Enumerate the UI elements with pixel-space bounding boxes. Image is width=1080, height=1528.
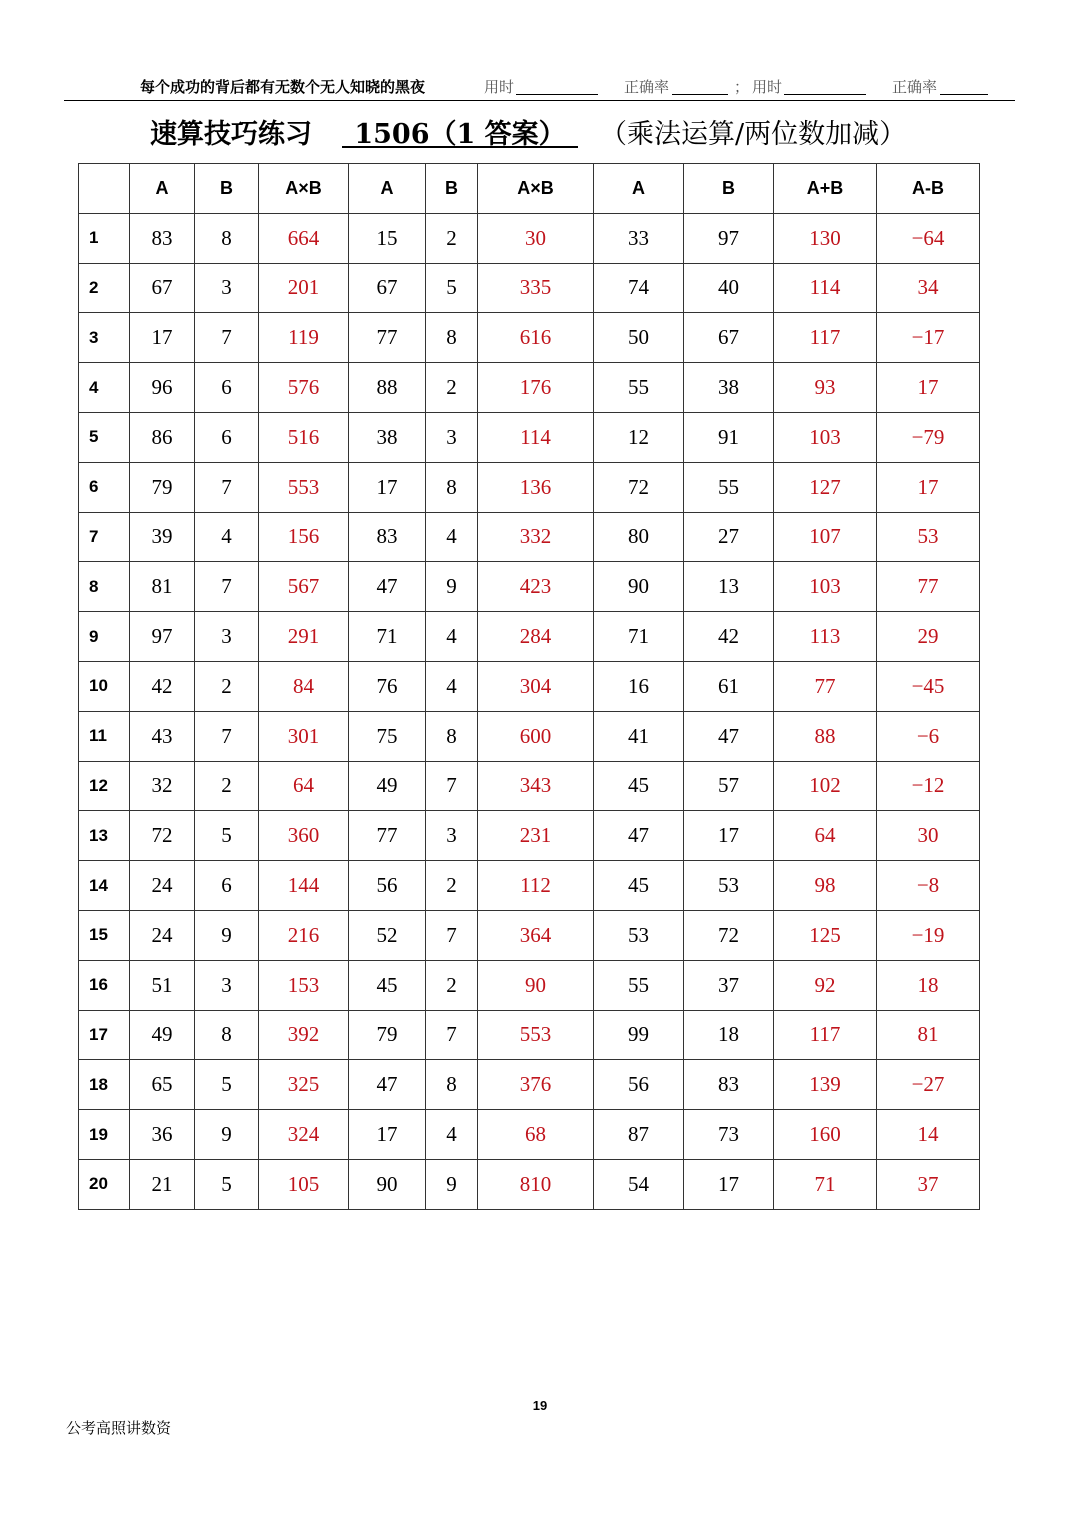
page-number: 19 bbox=[532, 1398, 548, 1413]
column-header: A+B bbox=[774, 164, 877, 214]
operand-cell: 65 bbox=[130, 1060, 195, 1110]
operand-cell: 53 bbox=[594, 910, 684, 960]
row-index: 15 bbox=[79, 910, 130, 960]
operand-cell: 91 bbox=[684, 412, 774, 462]
row-index: 17 bbox=[79, 1010, 130, 1060]
operand-cell: 36 bbox=[130, 1110, 195, 1160]
operand-cell: 4 bbox=[195, 512, 259, 562]
operand-cell: 45 bbox=[349, 960, 426, 1010]
answer-cell: 105 bbox=[259, 1159, 349, 1209]
operand-cell: 9 bbox=[195, 910, 259, 960]
answer-cell: 17 bbox=[877, 462, 980, 512]
answer-cell: 567 bbox=[259, 562, 349, 612]
answer-cell: 93 bbox=[774, 363, 877, 413]
answer-cell: 117 bbox=[774, 313, 877, 363]
operand-cell: 51 bbox=[130, 960, 195, 1010]
row-index: 18 bbox=[79, 1060, 130, 1110]
table-row bbox=[79, 861, 980, 911]
table-row bbox=[79, 1110, 980, 1160]
operand-cell: 88 bbox=[349, 363, 426, 413]
operand-cell: 77 bbox=[349, 313, 426, 363]
answer-cell: 90 bbox=[478, 960, 594, 1010]
row-index: 16 bbox=[79, 960, 130, 1010]
answer-cell: −12 bbox=[877, 761, 980, 811]
answer-cell: 284 bbox=[478, 612, 594, 662]
operand-cell: 83 bbox=[684, 1060, 774, 1110]
answer-cell: 114 bbox=[774, 263, 877, 313]
operand-cell: 45 bbox=[594, 861, 684, 911]
answer-cell: 144 bbox=[259, 861, 349, 911]
answer-cell: 304 bbox=[478, 661, 594, 711]
table-row bbox=[79, 1159, 980, 1209]
operand-cell: 2 bbox=[195, 661, 259, 711]
operand-cell: 33 bbox=[594, 213, 684, 263]
answer-cell: 92 bbox=[774, 960, 877, 1010]
operand-cell: 2 bbox=[426, 861, 478, 911]
operand-cell: 2 bbox=[426, 213, 478, 263]
table-row bbox=[79, 562, 980, 612]
operand-cell: 6 bbox=[195, 861, 259, 911]
answer-cell: 77 bbox=[877, 562, 980, 612]
operand-cell: 43 bbox=[130, 711, 195, 761]
header-separator: ； bbox=[734, 78, 750, 96]
operand-cell: 67 bbox=[349, 263, 426, 313]
motto-text: 每个成功的背后都有无数个无人知晓的黑夜 bbox=[140, 78, 426, 96]
table-row bbox=[79, 213, 980, 263]
operand-cell: 47 bbox=[349, 562, 426, 612]
operand-cell: 87 bbox=[594, 1110, 684, 1160]
answer-cell: 88 bbox=[774, 711, 877, 761]
answer-cell: 103 bbox=[774, 412, 877, 462]
column-header: A×B bbox=[259, 164, 349, 214]
operand-cell: 5 bbox=[426, 263, 478, 313]
operand-cell: 24 bbox=[130, 861, 195, 911]
operand-cell: 7 bbox=[195, 462, 259, 512]
operand-cell: 76 bbox=[349, 661, 426, 711]
column-header: B bbox=[684, 164, 774, 214]
page-header bbox=[64, 74, 1015, 101]
operand-cell: 7 bbox=[426, 761, 478, 811]
operand-cell: 24 bbox=[130, 910, 195, 960]
answer-cell: 29 bbox=[877, 612, 980, 662]
operand-cell: 83 bbox=[349, 512, 426, 562]
table-row bbox=[79, 960, 980, 1010]
answer-cell: 335 bbox=[478, 263, 594, 313]
operand-cell: 5 bbox=[195, 811, 259, 861]
operand-cell: 42 bbox=[684, 612, 774, 662]
answer-cell: 68 bbox=[478, 1110, 594, 1160]
operand-cell: 18 bbox=[684, 1010, 774, 1060]
operand-cell: 4 bbox=[426, 1110, 478, 1160]
operand-cell: 55 bbox=[594, 363, 684, 413]
footer-text: 公考高照讲数资 bbox=[66, 1419, 172, 1437]
operand-cell: 3 bbox=[195, 960, 259, 1010]
answer-cell: 37 bbox=[877, 1159, 980, 1209]
title-subtitle: （乘法运算/两位数加减） bbox=[600, 119, 907, 150]
table-row bbox=[79, 661, 980, 711]
operand-cell: 45 bbox=[594, 761, 684, 811]
row-index: 1 bbox=[79, 213, 130, 263]
answer-cell: 291 bbox=[259, 612, 349, 662]
operand-cell: 8 bbox=[195, 213, 259, 263]
operand-cell: 8 bbox=[426, 1060, 478, 1110]
answer-cell: 360 bbox=[259, 811, 349, 861]
answer-cell: 160 bbox=[774, 1110, 877, 1160]
operand-cell: 73 bbox=[684, 1110, 774, 1160]
time-blank-2 bbox=[784, 94, 866, 95]
operand-cell: 79 bbox=[130, 462, 195, 512]
operand-cell: 97 bbox=[130, 612, 195, 662]
row-index: 14 bbox=[79, 861, 130, 911]
answer-cell: 231 bbox=[478, 811, 594, 861]
operand-cell: 72 bbox=[130, 811, 195, 861]
operand-cell: 41 bbox=[594, 711, 684, 761]
column-header: A bbox=[349, 164, 426, 214]
operand-cell: 90 bbox=[594, 562, 684, 612]
operand-cell: 56 bbox=[349, 861, 426, 911]
operand-cell: 83 bbox=[130, 213, 195, 263]
operand-cell: 2 bbox=[426, 363, 478, 413]
answer-cell: 112 bbox=[478, 861, 594, 911]
operand-cell: 8 bbox=[195, 1010, 259, 1060]
table-row bbox=[79, 363, 980, 413]
operand-cell: 37 bbox=[684, 960, 774, 1010]
answer-cell: 364 bbox=[478, 910, 594, 960]
row-index: 3 bbox=[79, 313, 130, 363]
operand-cell: 79 bbox=[349, 1010, 426, 1060]
answer-cell: 125 bbox=[774, 910, 877, 960]
answer-cell: 117 bbox=[774, 1010, 877, 1060]
row-index: 6 bbox=[79, 462, 130, 512]
column-header bbox=[79, 164, 130, 214]
accuracy-label-1: 正确率 bbox=[624, 78, 670, 96]
row-index: 20 bbox=[79, 1159, 130, 1209]
answer-cell: 130 bbox=[774, 213, 877, 263]
operand-cell: 57 bbox=[684, 761, 774, 811]
answer-cell: 34 bbox=[877, 263, 980, 313]
operand-cell: 7 bbox=[195, 313, 259, 363]
operand-cell: 6 bbox=[195, 363, 259, 413]
answer-cell: 113 bbox=[774, 612, 877, 662]
operand-cell: 3 bbox=[426, 412, 478, 462]
operand-cell: 71 bbox=[349, 612, 426, 662]
operand-cell: 27 bbox=[684, 512, 774, 562]
answer-cell: −19 bbox=[877, 910, 980, 960]
operand-cell: 5 bbox=[195, 1060, 259, 1110]
answer-cell: 325 bbox=[259, 1060, 349, 1110]
operand-cell: 9 bbox=[426, 1159, 478, 1209]
row-index: 13 bbox=[79, 811, 130, 861]
answer-cell: −45 bbox=[877, 661, 980, 711]
answer-cell: −64 bbox=[877, 213, 980, 263]
row-index: 12 bbox=[79, 761, 130, 811]
column-header: B bbox=[426, 164, 478, 214]
operand-cell: 7 bbox=[195, 711, 259, 761]
operand-cell: 8 bbox=[426, 462, 478, 512]
answer-cell: 98 bbox=[774, 861, 877, 911]
answer-cell: 153 bbox=[259, 960, 349, 1010]
table-row bbox=[79, 512, 980, 562]
answer-cell: 30 bbox=[877, 811, 980, 861]
answer-cell: 114 bbox=[478, 412, 594, 462]
operand-cell: 2 bbox=[195, 761, 259, 811]
operand-cell: 52 bbox=[349, 910, 426, 960]
time-label-1: 用时 bbox=[484, 78, 515, 96]
answer-cell: 30 bbox=[478, 213, 594, 263]
answer-cell: 616 bbox=[478, 313, 594, 363]
row-index: 9 bbox=[79, 612, 130, 662]
answer-cell: 156 bbox=[259, 512, 349, 562]
answer-cell: 102 bbox=[774, 761, 877, 811]
table-row bbox=[79, 711, 980, 761]
answer-cell: −79 bbox=[877, 412, 980, 462]
table-row bbox=[79, 313, 980, 363]
operand-cell: 4 bbox=[426, 661, 478, 711]
operand-cell: 15 bbox=[349, 213, 426, 263]
answer-cell: 216 bbox=[259, 910, 349, 960]
answer-cell: 332 bbox=[478, 512, 594, 562]
row-index: 7 bbox=[79, 512, 130, 562]
operand-cell: 17 bbox=[349, 462, 426, 512]
operand-cell: 3 bbox=[195, 612, 259, 662]
operand-cell: 67 bbox=[130, 263, 195, 313]
answer-cell: 176 bbox=[478, 363, 594, 413]
operand-cell: 55 bbox=[684, 462, 774, 512]
answer-cell: 392 bbox=[259, 1010, 349, 1060]
row-index: 2 bbox=[79, 263, 130, 313]
answer-cell: 576 bbox=[259, 363, 349, 413]
table-row bbox=[79, 612, 980, 662]
operand-cell: 71 bbox=[594, 612, 684, 662]
answer-cell: 553 bbox=[478, 1010, 594, 1060]
table-row bbox=[79, 263, 980, 313]
accuracy-blank-1 bbox=[672, 94, 728, 95]
answer-cell: 53 bbox=[877, 512, 980, 562]
table-row bbox=[79, 1060, 980, 1110]
answer-cell: 64 bbox=[774, 811, 877, 861]
answer-cell: −17 bbox=[877, 313, 980, 363]
table-header-row bbox=[79, 164, 980, 214]
answer-cell: 139 bbox=[774, 1060, 877, 1110]
operand-cell: 16 bbox=[594, 661, 684, 711]
operand-cell: 6 bbox=[195, 412, 259, 462]
answer-cell: 103 bbox=[774, 562, 877, 612]
operand-cell: 32 bbox=[130, 761, 195, 811]
operand-cell: 97 bbox=[684, 213, 774, 263]
answer-cell: −6 bbox=[877, 711, 980, 761]
operand-cell: 38 bbox=[349, 412, 426, 462]
table-row bbox=[79, 811, 980, 861]
operand-cell: 9 bbox=[426, 562, 478, 612]
operand-cell: 80 bbox=[594, 512, 684, 562]
column-header: A bbox=[130, 164, 195, 214]
operand-cell: 7 bbox=[426, 1010, 478, 1060]
operand-cell: 13 bbox=[684, 562, 774, 612]
answer-cell: −27 bbox=[877, 1060, 980, 1110]
answer-cell: −8 bbox=[877, 861, 980, 911]
answer-cell: 301 bbox=[259, 711, 349, 761]
answer-cell: 516 bbox=[259, 412, 349, 462]
operand-cell: 74 bbox=[594, 263, 684, 313]
operand-cell: 8 bbox=[426, 313, 478, 363]
operand-cell: 12 bbox=[594, 412, 684, 462]
operand-cell: 75 bbox=[349, 711, 426, 761]
answer-cell: 324 bbox=[259, 1110, 349, 1160]
accuracy-label-2: 正确率 bbox=[892, 78, 938, 96]
operand-cell: 42 bbox=[130, 661, 195, 711]
table-row bbox=[79, 910, 980, 960]
operand-cell: 86 bbox=[130, 412, 195, 462]
answer-cell: 810 bbox=[478, 1159, 594, 1209]
operand-cell: 53 bbox=[684, 861, 774, 911]
answer-cell: 119 bbox=[259, 313, 349, 363]
operand-cell: 21 bbox=[130, 1159, 195, 1209]
operand-cell: 49 bbox=[130, 1010, 195, 1060]
operand-cell: 2 bbox=[426, 960, 478, 1010]
time-blank-1 bbox=[516, 94, 598, 95]
answer-cell: 71 bbox=[774, 1159, 877, 1209]
operand-cell: 81 bbox=[130, 562, 195, 612]
operand-cell: 96 bbox=[130, 363, 195, 413]
row-index: 5 bbox=[79, 412, 130, 462]
column-header: A bbox=[594, 164, 684, 214]
title-main: 速算技巧练习 bbox=[150, 119, 312, 150]
answer-cell: 84 bbox=[259, 661, 349, 711]
answer-cell: 17 bbox=[877, 363, 980, 413]
operand-cell: 5 bbox=[195, 1159, 259, 1209]
operand-cell: 49 bbox=[349, 761, 426, 811]
operand-cell: 72 bbox=[684, 910, 774, 960]
operand-cell: 56 bbox=[594, 1060, 684, 1110]
operand-cell: 17 bbox=[130, 313, 195, 363]
operand-cell: 61 bbox=[684, 661, 774, 711]
operand-cell: 72 bbox=[594, 462, 684, 512]
operand-cell: 8 bbox=[426, 711, 478, 761]
operand-cell: 39 bbox=[130, 512, 195, 562]
answer-cell: 127 bbox=[774, 462, 877, 512]
operand-cell: 55 bbox=[594, 960, 684, 1010]
answer-cell: 343 bbox=[478, 761, 594, 811]
answer-cell: 14 bbox=[877, 1110, 980, 1160]
operand-cell: 17 bbox=[684, 811, 774, 861]
time-label-2: 用时 bbox=[752, 78, 783, 96]
answer-cell: 376 bbox=[478, 1060, 594, 1110]
table-row bbox=[79, 761, 980, 811]
answer-cell: 553 bbox=[259, 462, 349, 512]
row-index: 10 bbox=[79, 661, 130, 711]
answer-cell: 600 bbox=[478, 711, 594, 761]
answer-cell: 201 bbox=[259, 263, 349, 313]
answer-cell: 136 bbox=[478, 462, 594, 512]
table-row bbox=[79, 412, 980, 462]
operand-cell: 9 bbox=[195, 1110, 259, 1160]
answer-cell: 77 bbox=[774, 661, 877, 711]
operand-cell: 47 bbox=[594, 811, 684, 861]
answer-table bbox=[78, 163, 980, 1210]
column-header: A×B bbox=[478, 164, 594, 214]
operand-cell: 38 bbox=[684, 363, 774, 413]
answer-cell: 64 bbox=[259, 761, 349, 811]
operand-cell: 47 bbox=[684, 711, 774, 761]
row-index: 11 bbox=[79, 711, 130, 761]
operand-cell: 17 bbox=[349, 1110, 426, 1160]
operand-cell: 7 bbox=[426, 910, 478, 960]
operand-cell: 7 bbox=[195, 562, 259, 612]
answer-cell: 423 bbox=[478, 562, 594, 612]
operand-cell: 50 bbox=[594, 313, 684, 363]
operand-cell: 4 bbox=[426, 612, 478, 662]
operand-cell: 40 bbox=[684, 263, 774, 313]
answer-cell: 81 bbox=[877, 1010, 980, 1060]
operand-cell: 54 bbox=[594, 1159, 684, 1209]
column-header: B bbox=[195, 164, 259, 214]
row-index: 4 bbox=[79, 363, 130, 413]
operand-cell: 67 bbox=[684, 313, 774, 363]
operand-cell: 77 bbox=[349, 811, 426, 861]
answer-cell: 18 bbox=[877, 960, 980, 1010]
table-row bbox=[79, 462, 980, 512]
row-index: 19 bbox=[79, 1110, 130, 1160]
answer-cell: 664 bbox=[259, 213, 349, 263]
accuracy-blank-2 bbox=[940, 94, 988, 95]
row-index: 8 bbox=[79, 562, 130, 612]
operand-cell: 17 bbox=[684, 1159, 774, 1209]
operand-cell: 3 bbox=[426, 811, 478, 861]
answer-cell: 107 bbox=[774, 512, 877, 562]
operand-cell: 4 bbox=[426, 512, 478, 562]
operand-cell: 47 bbox=[349, 1060, 426, 1110]
operand-cell: 99 bbox=[594, 1010, 684, 1060]
title-code: 1506（1 答案） bbox=[342, 112, 578, 148]
operand-cell: 90 bbox=[349, 1159, 426, 1209]
table-row bbox=[79, 1010, 980, 1060]
column-header: A-B bbox=[877, 164, 980, 214]
operand-cell: 3 bbox=[195, 263, 259, 313]
